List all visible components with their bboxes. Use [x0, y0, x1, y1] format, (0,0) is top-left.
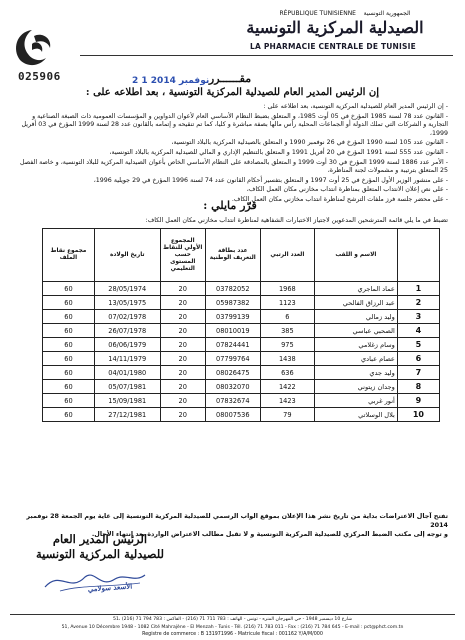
reference-paragraph: - على منشور الوزير الأول المؤرخ في 25 أوت 1997 و المتعلق بتفسير أحكام القانون عدد 74 لسنة 1996 المؤرخ في 29 جويلية 1996،	[93, 176, 448, 184]
date-stamp: 2 1 نوفمبر 2014	[132, 76, 210, 86]
footer-address-fr: 51, Avenue 10 Décembre 1948 - 1082 Cité Mahrajène - El Menzah - Tunis - Tél. (216) 71 783 011 - Fax : (216) 71 784 645 - E-mail : pct@phct.com.tn	[61, 625, 404, 630]
document-subtitle: إن الرئيس المدير العام للصيدلية المركزية التونسية ، بعد اطلاعه على :	[85, 87, 380, 98]
candidates-table	[42, 228, 440, 422]
reference-paragraph: - على نص إعلان الانتداب المتعلق بمناظرة انتداب مخازني مكان العمل الكاف،	[246, 186, 448, 194]
reference-paragraph: - القانون عدد 78 لسنة 1985 المؤرخ في 05 أوت 1985، و المتعلق بضبط النظام الأساسي العام لأعوان الدواوين و المؤسسات العمومية ذات الصبغة الصناعية و التجارية و الشركات التي تملك الدولة أو الجماعات المحلية رأس مالها بصفة مباشرة و كليا، كما تم تنقيحه و إتمامه بالقانون عدد 28 لسنة 1999 المؤرخ في 03 أفريل 1999،	[21, 112, 448, 137]
cell-birth-date: 13/05/1975	[94, 296, 160, 310]
cell-total: 60	[43, 366, 95, 380]
cell-total: 60	[43, 296, 95, 310]
table-row	[43, 394, 440, 408]
table-row	[43, 352, 440, 366]
serial-number: 025906	[18, 70, 61, 83]
cell-total: 60	[43, 380, 95, 394]
cell-num: 5	[397, 338, 439, 352]
document-title: مقــــــرر	[208, 72, 252, 85]
cell-total: 60	[43, 310, 95, 324]
cell-id-number: 636	[260, 366, 314, 380]
cell-points: 20	[160, 282, 205, 296]
cell-points: 20	[160, 394, 205, 408]
cell-cin: 07799764	[205, 352, 260, 366]
cell-cin: 03799139	[205, 310, 260, 324]
cell-cin: 05987382	[205, 296, 260, 310]
cell-points: 20	[160, 296, 205, 310]
decision-intro: تضبط في ما يلي قائمة المترشحين المدعوين لاجتياز الاختبارات الشفاهية لمناظرة انتداب مخازني مكان العمل الكاف:	[145, 217, 448, 224]
cell-num: 7	[397, 366, 439, 380]
cell-cin: 08010019	[205, 324, 260, 338]
header-points: المجموع الأولي للنقاط حسب المستوى التعليمي	[160, 229, 205, 282]
reference-paragraph: - إن الرئيس المدير العام للصيدلية المركزية التونسية، بعد اطلاعه على :	[263, 103, 448, 110]
cell-points: 20	[160, 366, 205, 380]
cell-cin: 08032070	[205, 380, 260, 394]
cell-points: 20	[160, 310, 205, 324]
cell-name: أنور غربي	[314, 394, 397, 408]
cell-num: 2	[397, 296, 439, 310]
cell-name: وليد جدي	[314, 366, 397, 380]
cell-points: 20	[160, 380, 205, 394]
cell-birth-date: 05/07/1981	[94, 380, 160, 394]
footer-registry: Registre de commerce : B 131971996 - Matricule fiscal : 001162 Y/A/M/000	[142, 632, 323, 637]
cell-id-number: 1968	[260, 282, 314, 296]
cell-cin: 03782052	[205, 282, 260, 296]
footer-divider	[10, 614, 455, 615]
cell-id-number: 1438	[260, 352, 314, 366]
cell-total: 60	[43, 408, 95, 422]
org-name-arabic: الصيدلية المركزية التونسية	[246, 18, 424, 37]
cell-num: 8	[397, 380, 439, 394]
republic-header: RÉPUBLIQUE TUNISIENNE الجمهورية التونسية	[279, 10, 411, 17]
reference-paragraph: - على محضر جلسة فرز ملفات الترشح لمناظرة انتداب مخازني مكان العمل الكاف.	[231, 195, 448, 203]
pharmacy-logo-icon	[10, 22, 60, 72]
cell-name: عصام عبادي	[314, 352, 397, 366]
cell-id-number: 385	[260, 324, 314, 338]
header-num	[397, 229, 439, 282]
table-row	[43, 282, 440, 296]
header-id-number: العدد الرتبي	[260, 229, 314, 282]
table-header-row	[43, 229, 440, 282]
cell-name: وليد زمالي	[314, 310, 397, 324]
header-divider	[80, 55, 453, 56]
reference-paragraph: - القانون عدد 105 لسنة 1990 المؤرخ في 26 نوفمبر 1990 و المتعلق بالصيدلية المركزية بالبلاد التونسية،	[171, 139, 448, 147]
table-row	[43, 324, 440, 338]
cell-num: 6	[397, 352, 439, 366]
reference-paragraph: - القانون عدد 555 لسنة 1991 المؤرخ في 20 أفريل 1991 و المتعلق بالتنظيم الإداري و المالي للصيدلية المركزية بالبلاد التونسية،	[109, 148, 448, 156]
cell-cin: 07832674	[205, 394, 260, 408]
cell-total: 60	[43, 324, 95, 338]
cell-birth-date: 06/06/1979	[94, 338, 160, 352]
cell-id-number: 1422	[260, 380, 314, 394]
header-name: الاسم و اللقب	[314, 229, 397, 282]
signature-block: الرئيس المدير العام للصيدلية المركزية التونسية	[35, 532, 165, 561]
cell-id-number: 1423	[260, 394, 314, 408]
footer-address-ar: 51، شارع 10 ديسمبر 1948 - حي المهرجان المنزه - تونس - الهاتف : 783 711 71 (216) - الفاكس : 783 794 71 (216)	[113, 617, 352, 622]
table-row	[43, 338, 440, 352]
header-cin: عدد بطاقة التعريف الوطنية	[205, 229, 260, 282]
table-row	[43, 296, 440, 310]
cell-num: 3	[397, 310, 439, 324]
cell-points: 20	[160, 324, 205, 338]
cell-birth-date: 27/12/1981	[94, 408, 160, 422]
reference-paragraph: - الأمر عدد 1886 لسنة 1999 المؤرخ في 30 أوت 1999 و المتعلق بالمصادقة على النظام الأساسي الخاص بأعوان الصيدلية المركزية للبلاد التونسية، و خاصة الفصل 25 المتعلق بترتيبة و مشمولات لجنة المناظرة،	[20, 158, 448, 175]
cell-cin: 07824441	[205, 338, 260, 352]
cell-points: 20	[160, 338, 205, 352]
cell-cin: 08007536	[205, 408, 260, 422]
legal-references	[18, 103, 448, 206]
table-row	[43, 380, 440, 394]
cell-total: 60	[43, 394, 95, 408]
cell-total: 60	[43, 352, 95, 366]
cell-birth-date: 26/07/1978	[94, 324, 160, 338]
cell-name: وجدان زيتوني	[314, 380, 397, 394]
cell-name: وسام زغلامي	[314, 338, 397, 352]
cell-num: 4	[397, 324, 439, 338]
header-birth-date: تاريخ الولادة	[94, 229, 160, 282]
table-row	[43, 366, 440, 380]
table-row	[43, 408, 440, 422]
cell-birth-date: 14/11/1979	[94, 352, 160, 366]
cell-total: 60	[43, 282, 95, 296]
org-name-french: LA PHARMACIE CENTRALE DE TUNISIE	[250, 42, 416, 51]
cell-id-number: 1123	[260, 296, 314, 310]
cell-num: 1	[397, 282, 439, 296]
cell-name: بلال الوسلاتي	[314, 408, 397, 422]
signer-name: الأسعد سولامي	[87, 581, 133, 594]
header-total: مجموع نقاط الملف	[43, 229, 95, 282]
cell-id-number: 975	[260, 338, 314, 352]
decision-title: قرّر مايلي :	[203, 199, 257, 212]
cell-birth-date: 04/01/1980	[94, 366, 160, 380]
cell-id-number: 6	[260, 310, 314, 324]
cell-birth-date: 07/02/1978	[94, 310, 160, 324]
cell-name: عبد الرزاق الفالحي	[314, 296, 397, 310]
cell-points: 20	[160, 352, 205, 366]
cell-birth-date: 28/05/1974	[94, 282, 160, 296]
cell-id-number: 79	[260, 408, 314, 422]
table-row	[43, 310, 440, 324]
cell-name: الصحبي عباسي	[314, 324, 397, 338]
cell-birth-date: 15/09/1981	[94, 394, 160, 408]
cell-num: 9	[397, 394, 439, 408]
cell-num: 10	[397, 408, 439, 422]
objection-notice: تفتح آجال الاعتراضات بداية من تاريخ نشر هذا الإعلان بموقع الواب الرسمي للصيدلية المركزية التونسية إلى غاية يوم الجمعة 28 نوفمبر 2014 و توجه إلى مكتب الضبط المركزي للصيدلية المركزية التونسية و لا تقبل مطالب الاعتراض الواردة بعد انتهاء الأجال.	[26, 512, 448, 538]
cell-name: عماد الماجري	[314, 282, 397, 296]
cell-points: 20	[160, 408, 205, 422]
cell-total: 60	[43, 338, 95, 352]
cell-cin: 08026475	[205, 366, 260, 380]
